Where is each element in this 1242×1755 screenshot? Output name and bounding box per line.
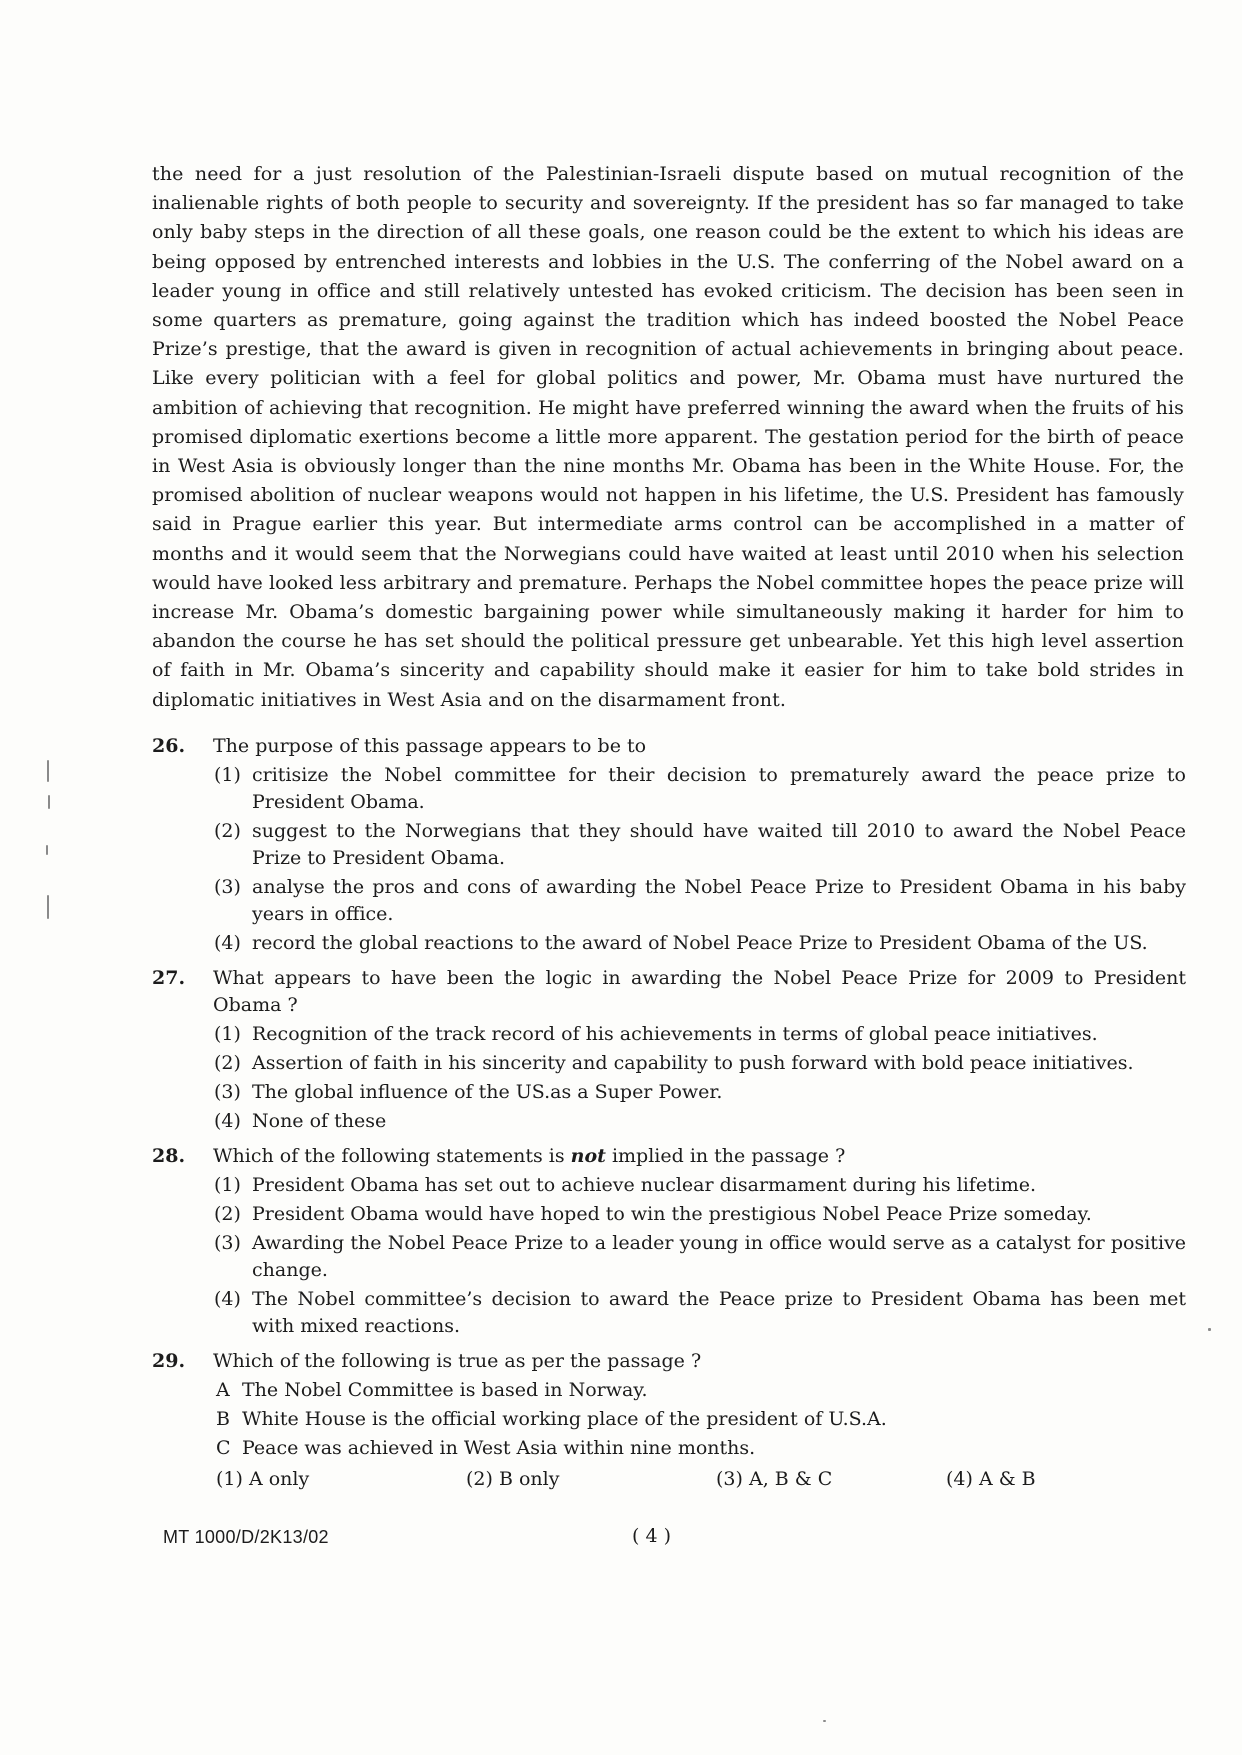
option-2[interactable]: [214, 818, 1186, 872]
paper-code: MT 1000/D/2K13/02: [163, 1527, 329, 1547]
question-number: 28.: [152, 1145, 186, 1167]
option-number: (3): [214, 1081, 241, 1103]
option-3[interactable]: [214, 1079, 1186, 1106]
option-number: (3): [214, 1232, 241, 1254]
scan-mark: [47, 895, 49, 919]
option-number: (4): [214, 932, 241, 954]
scan-mark: [47, 760, 49, 782]
passage-text: the need for a just resolution of the Palestinian-Israeli dispute based on mutual recognition of the inalienable rights of both people to security and sovereignty. If the president has so far managed to take only baby steps in the direction of all these goals, one reason could be the extent to which his ideas are being opposed by entrenched interests and lobbies in the U.S. The conferring of the Nobel award on a leader young in office and still relatively untested has evoked criticism. The decision has been seen in some quarters as premature, going against the tradition which has indeed boosted the Nobel Peace Prize’s prestige, that the award is given in recognition of actual achievements in bringing about peace. Like every politician with a feel for global politics and power, Mr. Obama must have nurtured the ambition of achieving that recognition. He might have preferred winning the award when the fruits of his promised diplomatic exertions become a little more apparent. The gestation period for the birth of peace in West Asia is obviously longer than the nine months Mr. Obama has been in the White House. For, the promised abolition of nuclear weapons would not happen in his lifetime, the U.S. President has famously said in Prague earlier this year. But intermediate arms control can be accomplished in a matter of months and it would seem that the Norwegians could have waited at least until 2010 when his selection would have looked less arbitrary and premature. Perhaps the Nobel committee hopes the peace prize will increase Mr. Obama’s domestic bargaining power while simultaneously making it harder for him to abandon the course he has set should the political pressure get unbearable. Yet this high level assertion of faith in Mr. Obama’s sincerity and capability should make it easier for him to take bold strides in diplomatic initiatives in West Asia and on the disarmament front.: [152, 163, 1184, 711]
statement-c: [216, 1435, 1186, 1462]
option-number: (1): [214, 1174, 241, 1196]
option-text: analyse the pros and cons of awarding the Nobel Peace Prize to President Obama in his baby years in office.: [252, 876, 1186, 925]
option-number: (4): [214, 1288, 241, 1310]
page-number: ( 4 ): [632, 1525, 671, 1547]
option-3[interactable]: [214, 874, 1186, 928]
statement-text: The Nobel Committee is based in Norway.: [242, 1379, 648, 1401]
option-4[interactable]: [946, 1466, 1036, 1493]
option-text: A & B: [978, 1468, 1036, 1490]
statement-key: C: [216, 1437, 231, 1459]
statement-b: [216, 1406, 1186, 1433]
option-text: President Obama has set out to achieve nuclear disarmament during his lifetime.: [252, 1174, 1037, 1196]
statement-key: B: [216, 1408, 230, 1430]
option-text: Assertion of faith in his sincerity and capability to push forward with bold peace initiatives.: [252, 1052, 1134, 1074]
statement-key: A: [216, 1379, 230, 1401]
option-1[interactable]: [214, 1172, 1186, 1199]
option-text: A, B & C: [748, 1468, 833, 1490]
question-number: 26.: [152, 735, 186, 757]
option-number: (2): [214, 1203, 241, 1225]
option-1[interactable]: [214, 762, 1186, 816]
question-list: [152, 733, 1186, 1501]
option-4[interactable]: [214, 930, 1186, 957]
option-number: (3): [716, 1468, 743, 1490]
option-text: The global influence of the US.as a Super Power.: [252, 1081, 723, 1103]
question-number: 27.: [152, 967, 186, 989]
scan-mark: [48, 795, 50, 809]
question-number: 29.: [152, 1350, 186, 1372]
option-4[interactable]: [214, 1108, 1186, 1135]
option-number: (2): [214, 820, 241, 842]
question-26: [152, 733, 1186, 957]
option-2[interactable]: [214, 1201, 1186, 1228]
scan-mark: [46, 845, 48, 855]
question-text: What appears to have been the logic in awarding the Nobel Peace Prize for 2009 to President Obama ?: [213, 967, 1186, 1016]
option-number: (2): [466, 1468, 493, 1490]
option-number: (1): [216, 1468, 243, 1490]
option-number: (4): [946, 1468, 973, 1490]
question-text-before: Which of the following statements is: [213, 1145, 571, 1167]
question-text: The purpose of this passage appears to be to: [213, 735, 647, 757]
question-27: [152, 965, 1186, 1135]
option-number: (1): [214, 1023, 241, 1045]
option-number: (4): [214, 1110, 241, 1132]
option-text: critisize the Nobel committee for their decision to prematurely award the peace prize to President Obama.: [252, 764, 1186, 813]
option-1[interactable]: [214, 1021, 1186, 1048]
statement-text: White House is the official working place of the president of U.S.A.: [242, 1408, 887, 1430]
question-29: [152, 1348, 1186, 1493]
scan-mark: [1208, 1328, 1211, 1331]
option-number: (2): [214, 1052, 241, 1074]
option-number: (3): [214, 876, 241, 898]
option-2[interactable]: [214, 1050, 1186, 1077]
option-1[interactable]: [216, 1466, 466, 1493]
option-4[interactable]: [214, 1286, 1186, 1340]
option-text: None of these: [252, 1110, 387, 1132]
option-row: [216, 1466, 1186, 1493]
option-text: suggest to the Norwegians that they should have waited till 2010 to award the Nobel Peace Prize to President Obama.: [252, 820, 1186, 869]
question-text-after: implied in the passage ?: [605, 1145, 846, 1167]
option-text: President Obama would have hoped to win the prestigious Nobel Peace Prize someday.: [252, 1203, 1092, 1225]
option-number: (1): [214, 764, 241, 786]
option-text: B only: [498, 1468, 560, 1490]
option-2[interactable]: [466, 1466, 716, 1493]
question-text: Which of the following is true as per the passage ?: [213, 1350, 702, 1372]
option-text: record the global reactions to the award of Nobel Peace Prize to President Obama of the US.: [252, 932, 1148, 954]
scan-mark: [823, 1720, 826, 1722]
question-text: [213, 1143, 1186, 1170]
statement-text: Peace was achieved in West Asia within nine months.: [242, 1437, 756, 1459]
option-text: Awarding the Nobel Peace Prize to a leader young in office would serve as a catalyst for positive change.: [252, 1232, 1186, 1281]
statement-a: [216, 1377, 1186, 1404]
question-text-emphasis: not: [570, 1145, 606, 1167]
option-text: A only: [248, 1468, 310, 1490]
option-text: Recognition of the track record of his achievements in terms of global peace initiatives.: [252, 1023, 1098, 1045]
option-text: The Nobel committee’s decision to award the Peace prize to President Obama has been met with mixed reactions.: [252, 1288, 1186, 1337]
question-28: [152, 1143, 1186, 1340]
option-3[interactable]: [214, 1230, 1186, 1284]
option-3[interactable]: [716, 1466, 946, 1493]
